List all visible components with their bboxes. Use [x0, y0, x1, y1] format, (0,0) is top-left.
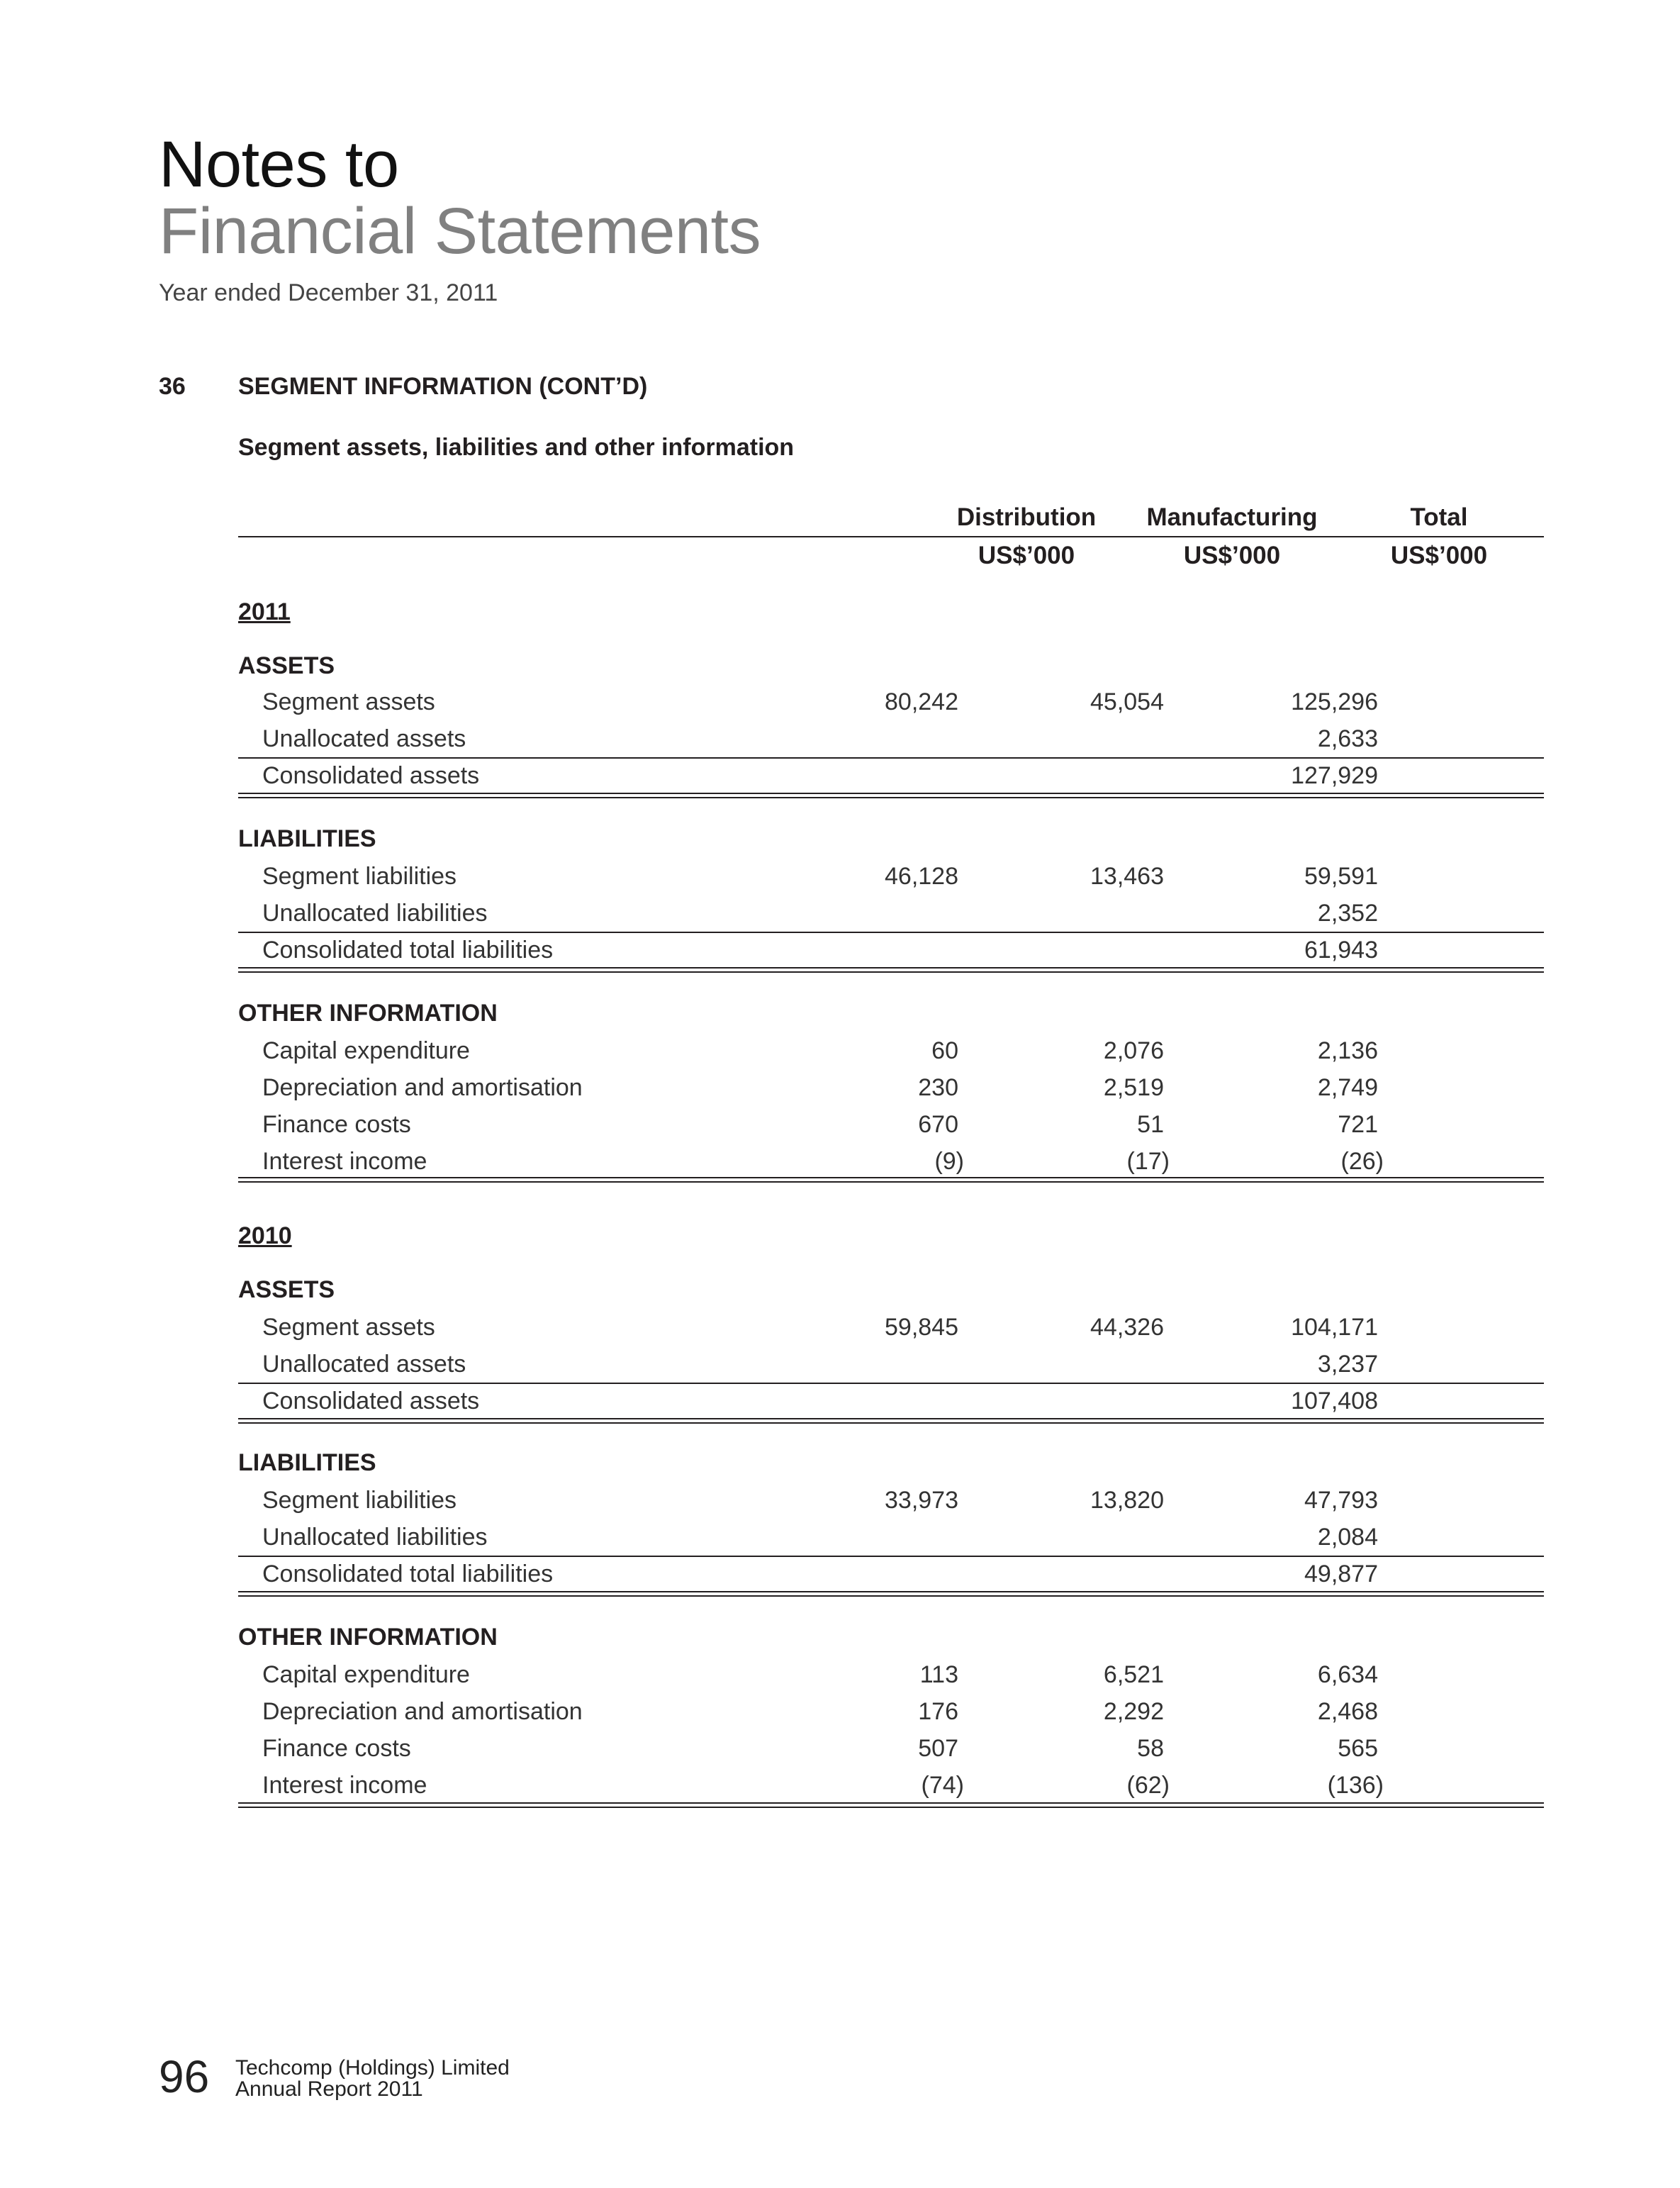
total-double-rule: [238, 1591, 1544, 1597]
page-subtitle: Year ended December 31, 2011: [159, 279, 498, 306]
footer-text: [235, 2058, 510, 2100]
column-header-distribution: Distribution: [956, 503, 1097, 531]
cell-distribution: 670: [918, 1111, 958, 1138]
unit-label-manufacturing: US$’000: [1183, 542, 1281, 569]
section-title: SEGMENT INFORMATION (CONT’D): [238, 373, 648, 400]
cell-total: 49,877: [1304, 1561, 1378, 1587]
column-header-manufacturing: Manufacturing: [1146, 503, 1318, 531]
cell-manufacturing: 51: [1137, 1111, 1164, 1138]
table-row: [238, 1556, 1544, 1592]
cell-distribution: 60: [931, 1037, 958, 1064]
row-label: Segment liabilities: [262, 1487, 457, 1514]
total-double-rule: [238, 1177, 1544, 1183]
cell-total: 47,793: [1304, 1487, 1378, 1514]
cell-total: 2,633: [1317, 725, 1378, 752]
row-label: Capital expenditure: [262, 1661, 470, 1688]
table-row: [238, 1032, 1544, 1069]
page-title-line2: Financial Statements: [159, 195, 761, 267]
table-row: [238, 858, 1544, 895]
page-number: 96: [159, 2051, 210, 2102]
cell-distribution: 59,845: [885, 1314, 958, 1341]
row-label: Segment liabilities: [262, 863, 457, 890]
cell-total: 125,296: [1291, 688, 1378, 715]
cell-distribution: 80,242: [885, 688, 958, 715]
row-label: Interest income: [262, 1148, 427, 1175]
page-title-line1: Notes to: [159, 128, 399, 201]
table-row: [238, 1069, 1544, 1106]
cell-total: 2,352: [1317, 900, 1378, 927]
cell-manufacturing: 2,519: [1103, 1074, 1164, 1101]
cell-total: 2,136: [1317, 1037, 1378, 1064]
row-label: Unallocated assets: [262, 1351, 466, 1378]
cell-total: 565: [1338, 1735, 1378, 1762]
table-row: [238, 1482, 1544, 1519]
total-double-rule: [238, 967, 1544, 973]
cell-manufacturing: 13,463: [1090, 863, 1164, 890]
footer-company: Techcomp (Holdings) Limited: [235, 2056, 510, 2080]
cell-distribution: 230: [918, 1074, 958, 1101]
total-double-rule: [238, 1802, 1544, 1808]
unit-label-distribution: US$’000: [978, 542, 1075, 569]
table-row: [238, 1519, 1544, 1556]
row-label: Finance costs: [262, 1735, 411, 1762]
unit-label-total: US$’000: [1390, 542, 1488, 569]
cell-manufacturing: 58: [1137, 1735, 1164, 1762]
cell-distribution: (9): [934, 1148, 964, 1175]
group-heading-assets-2011: ASSETS: [238, 652, 335, 679]
row-label: Unallocated liabilities: [262, 1524, 488, 1551]
row-label: Segment assets: [262, 1314, 435, 1341]
column-header-total: Total: [1410, 503, 1468, 531]
cell-total: 127,929: [1291, 762, 1378, 789]
table-row: [238, 757, 1544, 794]
group-heading-assets-2010: ASSETS: [238, 1276, 335, 1303]
group-heading-other-2011: OTHER INFORMATION: [238, 1000, 498, 1027]
row-label: Unallocated liabilities: [262, 900, 488, 927]
row-label: Interest income: [262, 1772, 427, 1799]
cell-manufacturing: 13,820: [1090, 1487, 1164, 1514]
total-double-rule: [238, 793, 1544, 798]
header-rule: [238, 536, 1544, 537]
table-row: [238, 932, 1544, 969]
row-label: Finance costs: [262, 1111, 411, 1138]
row-label: Depreciation and amortisation: [262, 1698, 583, 1725]
row-label: Consolidated assets: [262, 762, 480, 789]
row-label: Unallocated assets: [262, 725, 466, 752]
cell-distribution: 113: [919, 1661, 958, 1688]
table-row: [238, 720, 1544, 757]
cell-total: (26): [1340, 1148, 1384, 1175]
group-heading-other-2010: OTHER INFORMATION: [238, 1624, 498, 1651]
table-row: [238, 895, 1544, 932]
cell-total: 6,634: [1317, 1661, 1378, 1688]
footer-report: Annual Report 2011: [235, 2077, 423, 2101]
cell-total: 2,749: [1317, 1074, 1378, 1101]
table-row: [238, 1346, 1544, 1383]
cell-manufacturing: 2,292: [1103, 1698, 1164, 1725]
cell-total: (136): [1327, 1772, 1384, 1799]
table-row: [238, 1383, 1544, 1419]
table-row: [238, 1143, 1544, 1180]
cell-manufacturing: 6,521: [1103, 1661, 1164, 1688]
cell-total: 107,408: [1291, 1388, 1378, 1414]
row-label: Depreciation and amortisation: [262, 1074, 583, 1101]
cell-manufacturing: 44,326: [1090, 1314, 1164, 1341]
cell-distribution: 33,973: [885, 1487, 958, 1514]
table-row: [238, 1767, 1544, 1804]
table-row: [238, 683, 1544, 720]
cell-manufacturing: (17): [1126, 1148, 1170, 1175]
table-row: [238, 1656, 1544, 1693]
table-row: [238, 1693, 1544, 1730]
cell-manufacturing: 45,054: [1090, 688, 1164, 715]
group-heading-liabilities-2010: LIABILITIES: [238, 1449, 376, 1476]
cell-total: 721: [1338, 1111, 1378, 1138]
cell-total: 2,468: [1317, 1698, 1378, 1725]
table-row: [238, 1106, 1544, 1143]
row-label: Segment assets: [262, 688, 435, 715]
section-subheading: Segment assets, liabilities and other information: [238, 434, 795, 461]
cell-distribution: (74): [921, 1772, 964, 1799]
cell-total: 59,591: [1304, 863, 1378, 890]
row-label: Consolidated total liabilities: [262, 1561, 554, 1587]
cell-manufacturing: (62): [1126, 1772, 1170, 1799]
row-label: Consolidated assets: [262, 1388, 480, 1414]
cell-manufacturing: 2,076: [1103, 1037, 1164, 1064]
table-row: [238, 1309, 1544, 1346]
cell-total: 104,171: [1291, 1314, 1378, 1341]
cell-distribution: 176: [918, 1698, 958, 1725]
cell-distribution: 46,128: [885, 863, 958, 890]
year-heading-2011: 2011: [238, 598, 291, 625]
table-row: [238, 1730, 1544, 1767]
cell-total: 3,237: [1317, 1351, 1378, 1378]
cell-total: 61,943: [1304, 937, 1378, 964]
section-number: 36: [159, 373, 186, 400]
cell-total: 2,084: [1317, 1524, 1378, 1551]
row-label: Capital expenditure: [262, 1037, 470, 1064]
total-double-rule: [238, 1418, 1544, 1424]
year-heading-2010: 2010: [238, 1222, 292, 1249]
row-label: Consolidated total liabilities: [262, 937, 554, 964]
group-heading-liabilities-2011: LIABILITIES: [238, 825, 376, 852]
cell-distribution: 507: [918, 1735, 958, 1762]
